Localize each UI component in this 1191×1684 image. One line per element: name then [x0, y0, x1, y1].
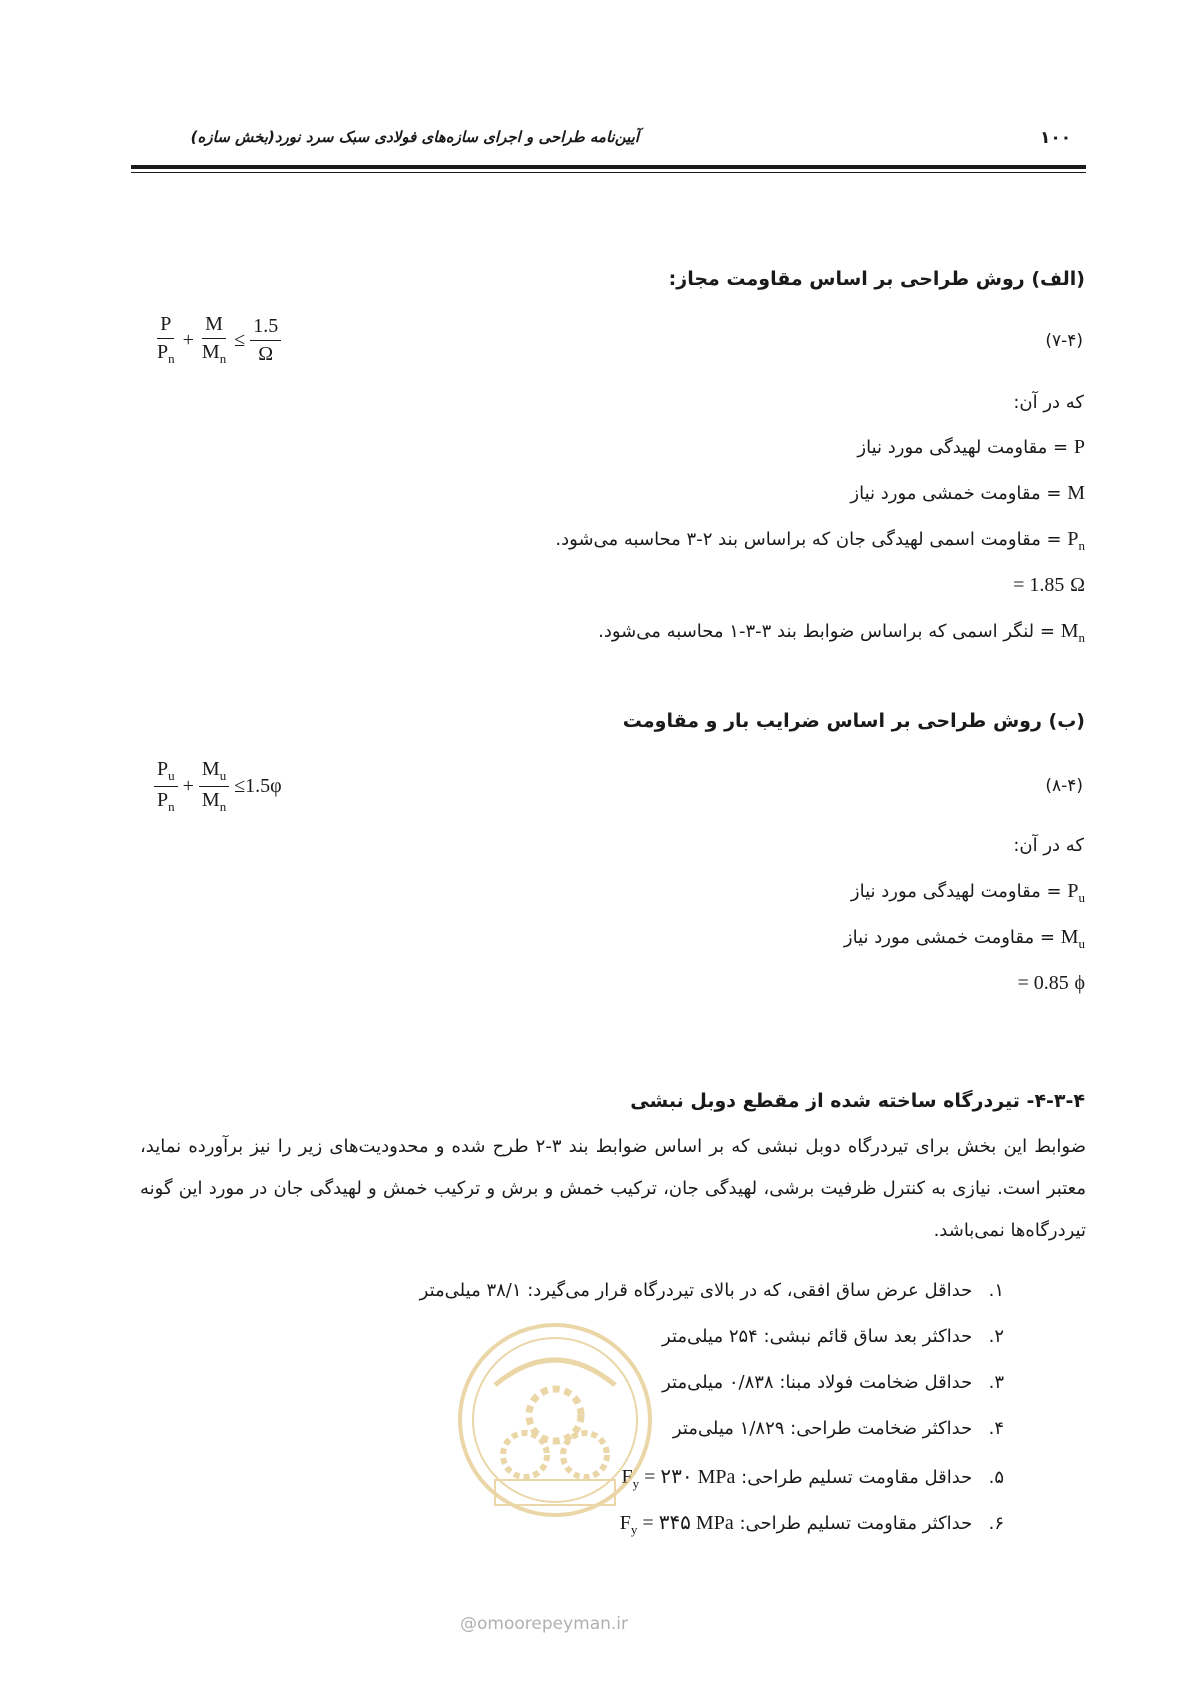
list-item — [662, 1326, 1004, 1347]
symbol: Ω — [1070, 574, 1085, 596]
list-text: حداقل عرض ساق افقی، که در بالای تیردرگاه قرار می‌گیرد: ۳۸/۱ میلی‌متر — [419, 1280, 973, 1301]
denominator: $P_n$ — [157, 789, 175, 814]
watermark-text: @omoorepeyman.ir — [460, 1614, 629, 1634]
symbol: ϕ — [1074, 972, 1085, 994]
header-rule-thick — [131, 165, 1086, 169]
plus-sign: + — [182, 775, 194, 797]
fraction-m-mn — [199, 313, 229, 367]
list-number: ۶. — [988, 1513, 1004, 1534]
section-a-heading: (الف) روش طراحی بر اساس مقاومت مجاز: — [668, 268, 1085, 290]
plus-sign: + — [182, 328, 194, 351]
list-text: حداقل مقاومت تسلیم طراحی: — [741, 1467, 973, 1488]
fy-expression: $F_y$ = ۳۴۵ MPa — [619, 1512, 734, 1537]
header-rule-thin — [131, 172, 1086, 173]
list-text: حداکثر بعد ساق قائم نبشی: ۲۵۴ میلی‌متر — [662, 1326, 973, 1347]
definition-text: = مقاومت لهیدگی مورد نیاز — [850, 881, 1062, 902]
definition-text: = 0.85 — [1017, 972, 1069, 994]
definition-row — [850, 482, 1085, 508]
watermark-seal-icon — [455, 1305, 655, 1535]
list-item — [420, 1280, 1004, 1301]
page-number: ۱۰۰ — [1040, 128, 1072, 148]
where-label-b: که در آن: — [1013, 835, 1084, 856]
list-item — [620, 1510, 1004, 1538]
formula-8-4 — [152, 758, 285, 815]
definition-text: = مقاومت خمشی مورد نیاز — [850, 483, 1062, 504]
definition-row — [598, 620, 1085, 646]
list-number: ۱. — [988, 1280, 1004, 1301]
equation-number-7-4: (۷-۴) — [1045, 331, 1083, 351]
list-text: حداکثر مقاومت تسلیم طراحی: — [739, 1513, 973, 1534]
list-number: ۴. — [988, 1418, 1004, 1439]
symbol: $M_u$ — [1060, 926, 1085, 951]
list-number: ۵. — [988, 1467, 1004, 1488]
list-item — [662, 1372, 1004, 1393]
symbol: $P_n$ — [1067, 528, 1085, 553]
numerator: $M_u$ — [199, 758, 229, 787]
denominator: $P_n$ — [157, 341, 175, 366]
list-number: ۳. — [988, 1372, 1004, 1393]
list-number: ۲. — [988, 1326, 1004, 1347]
denominator: $M_n$ — [201, 789, 227, 814]
symbol: P — [1073, 436, 1085, 458]
definition-text: = مقاومت خمشی مورد نیاز — [843, 927, 1055, 948]
section-b-heading: (ب) روش طراحی بر اساس ضرایب بار و مقاومت — [622, 710, 1085, 732]
fraction-pu-pn — [154, 758, 178, 815]
denominator: Ω — [258, 342, 274, 365]
definition-row — [555, 528, 1085, 554]
section-4-3-4-heading: ۴-۳-۴- تیردرگاه ساخته شده از مقطع دوبل نبشی — [630, 1090, 1085, 1112]
definition-row — [1017, 972, 1085, 998]
numerator: 1.5 — [250, 315, 281, 341]
definition-text: = 1.85 — [1013, 574, 1065, 596]
fy-expression: $F_y$ = ۲۳۰ MPa — [621, 1466, 736, 1491]
definition-text: = مقاومت اسمی لهیدگی جان که براساس بند ۲-۳ محاسبه می‌شود. — [555, 529, 1062, 550]
definition-row — [857, 436, 1085, 462]
numerator: M — [202, 313, 226, 339]
formula-7-4 — [152, 313, 283, 367]
list-item — [622, 1464, 1005, 1492]
rhs-term: ≤1.5φ — [234, 775, 282, 797]
definition-row — [844, 926, 1085, 952]
list-text: حداکثر ضخامت طراحی: ۱/۸۲۹ میلی‌متر — [672, 1418, 973, 1439]
definition-row — [851, 880, 1085, 906]
fraction-1.5-omega — [250, 315, 281, 366]
where-label-a: که در آن: — [1013, 392, 1084, 413]
list-text: حداقل ضخامت فولاد مبنا: ۰/۸۳۸ میلی‌متر — [662, 1372, 973, 1393]
leq-sign: ≤ — [234, 328, 246, 351]
definition-text: = لنگر اسمی که براساس ضوابط بند ۳-۳-۱ محاسبه می‌شود. — [598, 621, 1055, 642]
definition-text: = مقاومت لهیدگی مورد نیاز — [857, 437, 1069, 458]
list-item — [673, 1418, 1004, 1439]
symbol: $M_n$ — [1060, 620, 1085, 645]
symbol: M — [1067, 482, 1085, 504]
numerator: $P_u$ — [154, 758, 178, 787]
symbol: $P_u$ — [1067, 880, 1085, 905]
fraction-mu-mn — [199, 758, 229, 815]
numerator: P — [157, 313, 174, 339]
fraction-p-pn — [154, 313, 178, 367]
denominator: $M_n$ — [201, 341, 227, 366]
definition-row — [1013, 574, 1085, 600]
equation-number-8-4: (۸-۴) — [1045, 776, 1083, 796]
section-paragraph: ضوابط این بخش برای تیردرگاه دوبل نبشی که بر اساس ضوابط بند ۳-۲ طرح شده و محدودیت‌های زیر را نیز برآورده نماید، معتبر است. نیازی به کنترل ظرفیت برشی، لهیدگی جان، ترکیب خمش و برش و ترکیب خمش و لهیدگی جان در مورد این گونه تیردرگاه‌ها نمی‌باشد. — [140, 1136, 1086, 1241]
running-header-title: آیین‌نامه طراحی و اجرای سازه‌های فولادی سبک سرد نورد(بخش سازه) — [190, 128, 639, 146]
